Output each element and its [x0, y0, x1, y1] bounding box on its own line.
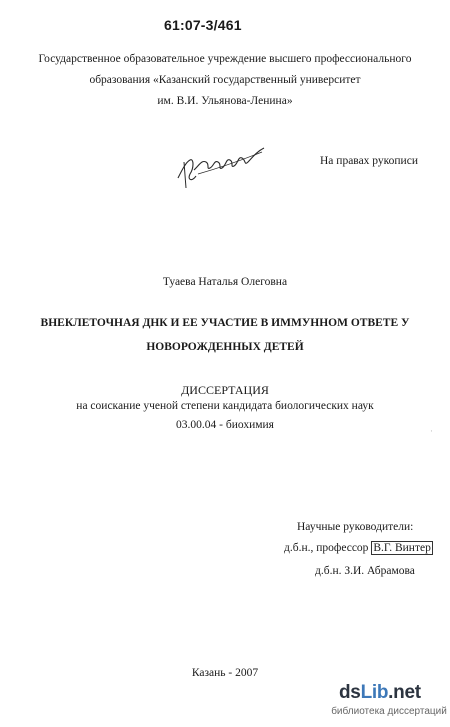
handwritten-signature [172, 140, 267, 190]
scan-speck: · [430, 426, 433, 436]
watermark-logo[interactable] [329, 682, 449, 727]
institution-line-1: Государственное образовательное учреждение высшего профессионального [38, 53, 412, 65]
author-name: Туаева Наталья Олеговна [162, 276, 288, 288]
supervisor-1-name: В.Г. Винтер [373, 542, 431, 554]
rights-note: На правах рукописи [320, 155, 418, 167]
watermark-logo-text: dsLib.net [339, 682, 421, 703]
supervisor-2: д.б.н. З.И. Абрамова [315, 565, 415, 577]
city-year: Казань - 2007 [191, 667, 259, 679]
catalog-code: 61:07-3/461 [164, 17, 242, 33]
specialty-line: 03.00.04 - биохимия [176, 419, 274, 431]
dissertation-title-line-1: ВНЕКЛЕТОЧНАЯ ДНК И ЕЕ УЧАСТИЕ В ИММУННОМ ОТВЕТЕ У [40, 317, 410, 329]
supervisors-heading: Научные руководители: [297, 521, 414, 533]
institution-line-2: образования «Казанский государственный университет [89, 74, 361, 86]
supervisor-1 [284, 542, 433, 554]
dissertation-title-line-2: НОВОРОЖДЕННЫХ ДЕТЕЙ [146, 341, 304, 353]
institution-line-3: им. В.И. Ульянова-Ленина» [157, 95, 293, 107]
watermark-subtitle: библиотека диссертаций [331, 706, 447, 717]
supervisor-1-title: д.б.н., профессор [284, 542, 369, 554]
degree-line: на соискание ученой степени кандидата биологических наук [76, 400, 374, 412]
work-type: ДИССЕРТАЦИЯ [181, 383, 269, 397]
